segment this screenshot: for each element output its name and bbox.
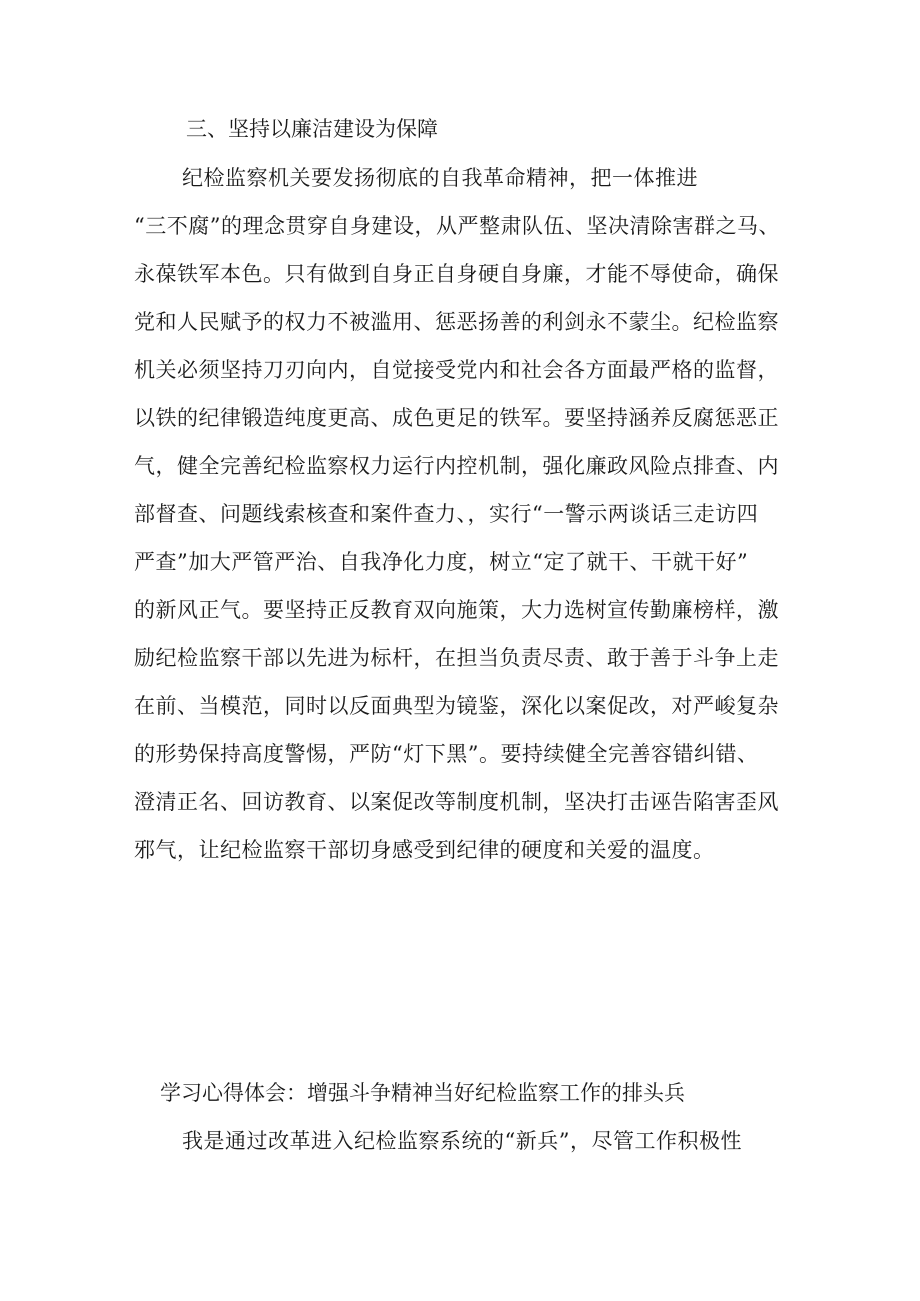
section-heading: 三、坚持以廉洁建设为保障 — [186, 117, 438, 141]
article-title: 学习心得体会：增强斗争精神当好纪检监察工作的排头兵 — [160, 1081, 685, 1105]
paragraph-line: 的新风正气。要坚持正反教育双向施策，大力选树宣传勤廉榜样，激 — [134, 598, 779, 622]
paragraph-line: 励纪检监察干部以先进为标杆，在担当负责尽责、敢于善于斗争上走 — [134, 646, 779, 670]
paragraph-line: 的形势保持高度警惕，严防“灯下黑”。要持续健全完善容错纠错、 — [134, 742, 759, 766]
paragraph-line: 机关必须坚持刀刃向内，自觉接受党内和社会各方面最严格的监督， — [134, 358, 779, 382]
paragraph-line: 在前、当模范，同时以反面典型为镜鉴，深化以案促改，对严峻复杂 — [134, 694, 779, 718]
paragraph-line: 部督查、问题线索核查和案件查力、，实行“一警示两谈话三走访四 — [134, 502, 759, 526]
paragraph-line: 党和人民赋予的权力不被滥用、惩恶扬善的利剑永不蒙尘。纪检监察 — [134, 310, 779, 334]
paragraph-line: 严查”加大严管严治、自我净化力度，树立“定了就干、干就干好” — [134, 550, 749, 574]
article-intro-line: 我是通过改革进入纪检监察系统的“新兵”，尽管工作积极性 — [182, 1129, 742, 1153]
paragraph-line: 澄清正名、回访教育、以案促改等制度机制，坚决打击诬告陷害歪风 — [134, 790, 779, 814]
paragraph-line: “三不腐”的理念贯穿自身建设，从严整肃队伍、坚决清除害群之马、 — [134, 214, 780, 238]
paragraph-line: 纪检监察机关要发扬彻底的自我革命精神，把一体推进 — [182, 166, 698, 190]
paragraph-line: 永葆铁军本色。只有做到自身正自身硬自身廉，才能不辱使命，确保 — [134, 262, 779, 286]
paragraph-line: 以铁的纪律锻造纯度更高、成色更足的铁军。要坚持涵养反腐惩恶正 — [134, 406, 779, 430]
paragraph-line: 气，健全完善纪检监察权力运行内控机制，强化廉政风险点排查、内 — [134, 454, 779, 478]
paragraph-line: 邪气，让纪检监察干部切身感受到纪律的硬度和关爱的温度。 — [134, 838, 715, 862]
